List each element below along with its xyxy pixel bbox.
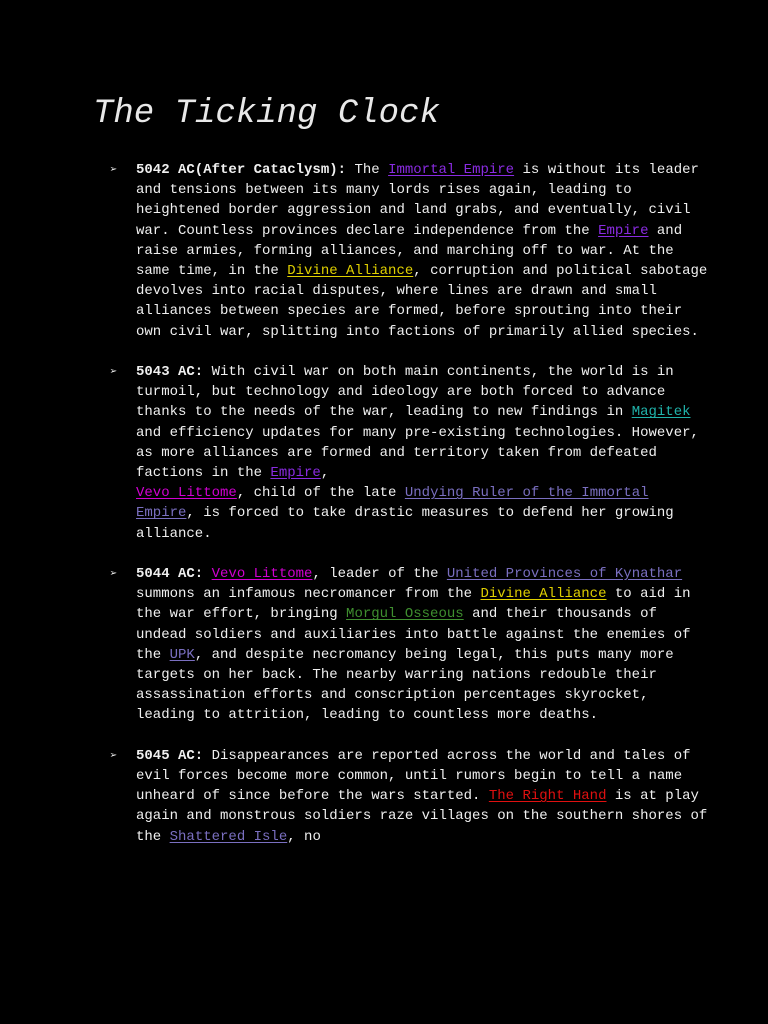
- wiki-link[interactable]: UPK: [169, 646, 195, 663]
- wiki-link[interactable]: Morgul Osseous: [346, 606, 464, 623]
- entry-text: and their thousands of undead soldiers and auxiliaries into battle against the enemies of the: [136, 606, 691, 663]
- entry-text: and efficiency updates for many pre-existing technologies. However, as more alliances are formed and territory taken from defeated factions in the: [136, 424, 699, 482]
- wiki-link[interactable]: Divine Alliance: [287, 263, 414, 280]
- timeline-entry: [110, 564, 710, 726]
- wiki-link[interactable]: Immortal Empire: [388, 162, 515, 178]
- entry-text: , no: [287, 828, 321, 845]
- entry-text: , and despite necromancy being legal, this puts many more targets on her back. The nearby warring nations redouble their assassination efforts and conscription percentages skyrocket, leading to attrition, leading to countless more deaths.: [136, 646, 674, 724]
- wiki-link[interactable]: Divine Alliance: [480, 586, 607, 603]
- entry-text: , is forced to take drastic measures to defend her growing alliance.: [136, 505, 674, 542]
- wiki-link[interactable]: Shattered Isle: [169, 828, 288, 845]
- entry-text: to aid in the war effort, bringing: [136, 586, 691, 623]
- entry-text: , leader of the: [312, 566, 447, 583]
- entry-text: is at play again and monstrous soldiers raze villages on the southern shores of the: [136, 788, 708, 845]
- entry-text: ,: [320, 465, 330, 482]
- arrow-bullet-icon: ➢: [110, 567, 118, 582]
- arrow-bullet-icon: ➢: [110, 748, 118, 763]
- entry-text: The: [346, 162, 389, 178]
- entry-year: 5044 AC:: [136, 566, 204, 583]
- entry-text: summons an infamous necromancer from the: [136, 586, 481, 603]
- entry-text: With civil war on both main continents, the world is in turmoil, but technology and ideology are both forced to advance thanks to the needs of the war, leading to new findings in: [136, 364, 674, 421]
- entry-text: is without its leader and tensions between its many lords rises again, leading to heightened border aggression and land grabs, and eventually, civil war. Countless provinces declare independence from the: [136, 162, 699, 239]
- arrow-bullet-icon: ➢: [110, 163, 118, 177]
- entry-year: 5042 AC(After Cataclysm):: [136, 162, 347, 178]
- timeline-list: [110, 160, 710, 867]
- page-title: The Ticking Clock: [93, 95, 440, 133]
- timeline-entry: [110, 362, 710, 544]
- wiki-link[interactable]: Magitek: [631, 404, 691, 421]
- entry-year: 5043 AC:: [136, 364, 204, 381]
- wiki-link[interactable]: Vevo Littome: [211, 566, 313, 583]
- entry-text: Disappearances are reported across the world and tales of evil forces become more common, until rumors begin to tell a name unheard of since before the wars started.: [136, 747, 691, 805]
- entry-text: , child of the late: [236, 485, 405, 502]
- wiki-link[interactable]: United Provinces of Kynathar: [446, 566, 683, 583]
- arrow-bullet-icon: ➢: [110, 365, 118, 380]
- entry-text: and raise armies, forming alliances, and marching off to war. At the same time, in the: [136, 222, 683, 280]
- wiki-link[interactable]: Empire: [598, 222, 649, 239]
- wiki-link[interactable]: Vevo Littome: [136, 485, 237, 502]
- entry-text: [203, 566, 211, 582]
- wiki-link[interactable]: The Right Hand: [488, 788, 607, 805]
- entry-text: , corruption and political sabotage devolves into racial disputes, where lines are drawn and small alliances between species are formed, before sprouting into their own civil war, splitting into factions of primarily allied species.: [136, 263, 708, 340]
- wiki-link[interactable]: Undying Ruler of the Immortal Empire: [136, 485, 649, 522]
- entry-year: 5045 AC:: [136, 747, 204, 764]
- wiki-link[interactable]: Empire: [270, 465, 321, 482]
- timeline-entry: [110, 746, 710, 847]
- timeline-entry: [110, 160, 710, 342]
